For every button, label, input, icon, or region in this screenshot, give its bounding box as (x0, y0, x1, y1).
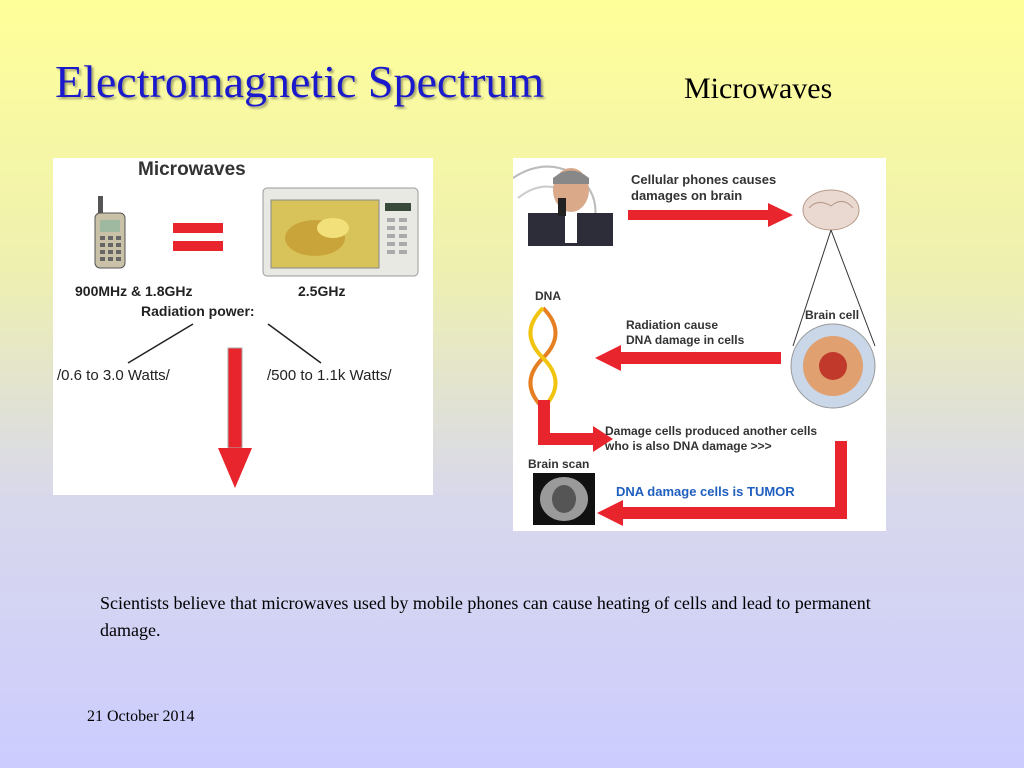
phone-frequency: 900MHz & 1.8GHz (75, 283, 193, 299)
slide-title: Electromagnetic Spectrum (55, 56, 545, 107)
step1-text: Cellular phones causes (631, 172, 777, 187)
brain-scan-icon (533, 473, 595, 525)
brain-cell-label: Brain cell (805, 308, 860, 322)
step3-text: Damage cells produced another cells (605, 424, 818, 438)
oven-frequency: 2.5GHz (298, 283, 346, 299)
connector-line (128, 324, 193, 363)
step2-text: Radiation cause (626, 318, 719, 332)
phone-power: /0.6 to 3.0 Watts/ (57, 367, 170, 384)
step1b-text: damages on brain (631, 188, 743, 203)
step3b-text: who is also DNA damage >>> (605, 439, 772, 453)
brain-icon (803, 190, 859, 230)
equals-icon (173, 223, 223, 251)
microwave-comparison-figure (53, 158, 433, 495)
elbow-arrow-icon (538, 400, 613, 452)
radiation-damage-flow-figure (513, 158, 886, 531)
oven-power: /500 to 1.1k Watts/ (267, 367, 392, 384)
brain-cell-icon (791, 324, 875, 408)
left-arrow-icon (595, 345, 781, 371)
slide-caption: Scientists believe that microwaves used by mobile phones can cause heating of cells and lead to permanent damage. (100, 593, 871, 640)
slide-date: 21 October 2014 (87, 708, 195, 725)
step2b-text: DNA damage in cells (626, 333, 745, 347)
brain-scan-label: Brain scan (528, 457, 590, 471)
dna-helix-icon (531, 308, 556, 408)
mobile-phone-icon (95, 196, 125, 268)
slide-subtitle: Microwaves (684, 72, 833, 105)
down-arrow-icon (218, 348, 252, 488)
right-arrow-icon (628, 203, 793, 227)
dna-label: DNA (535, 289, 561, 303)
microwave-oven-icon (263, 188, 418, 276)
radiation-power-label: Radiation power: (141, 303, 255, 319)
connector-line (268, 324, 321, 363)
figure-heading: Microwaves (138, 159, 246, 180)
man-on-phone-icon (513, 167, 613, 246)
step4-text: DNA damage cells is TUMOR (616, 484, 795, 499)
